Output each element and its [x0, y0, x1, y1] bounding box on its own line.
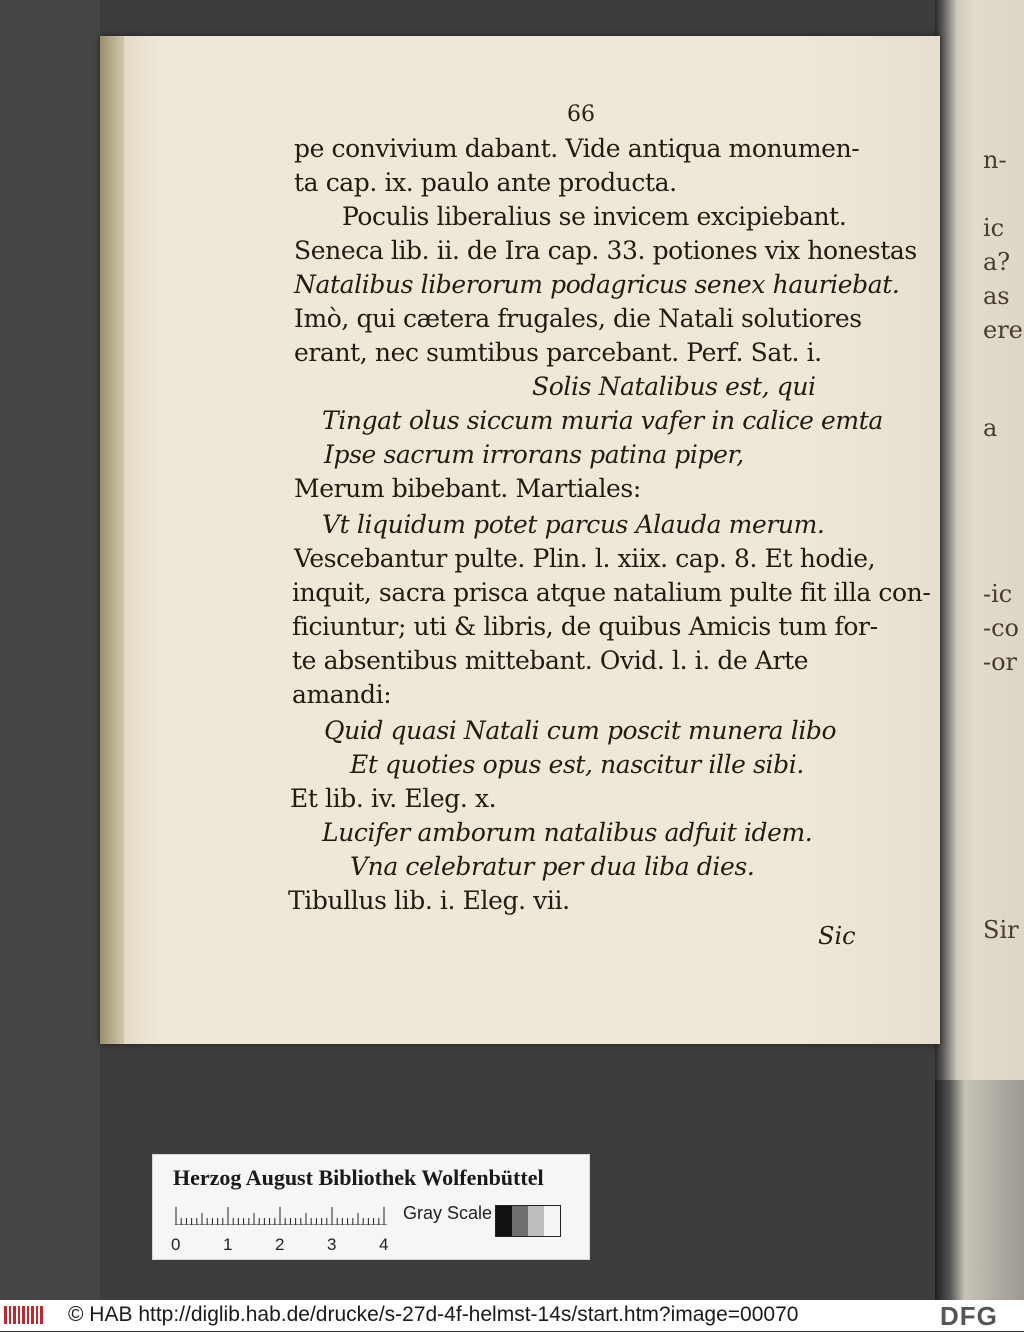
facing-page-fragment: -or [983, 648, 1018, 676]
ruler-number: 2 [275, 1235, 285, 1254]
text-line: Vna celebratur per dua liba dies. [350, 852, 755, 881]
ruler-number: 0 [171, 1235, 181, 1254]
text-line: Lucifer amborum natalibus adfuit idem. [322, 818, 813, 847]
facing-page-fragment: as [983, 282, 1010, 310]
text-line: Vescebantur pulte. Plin. l. xiix. cap. 8. Et hodie, [294, 544, 876, 573]
facing-page-fragment: a? [983, 248, 1011, 276]
ruler-scale [175, 1207, 387, 1225]
facing-page-fragment: -co [983, 614, 1019, 642]
facing-page-fragment: ere [983, 316, 1023, 344]
library-name: Herzog August Bibliothek Wolfenbüttel [173, 1165, 544, 1190]
swatch-white [544, 1206, 560, 1236]
text-line: Et quoties opus est, nascitur ille sibi. [350, 750, 804, 779]
ruler-number: 1 [223, 1235, 233, 1254]
footer-bar [0, 1300, 1024, 1331]
text-line: inquit, sacra prisca atque natalium pulte fit illa con- [292, 578, 931, 607]
text-line: amandi: [292, 680, 392, 709]
color-scale-card [152, 1154, 590, 1260]
text-line: te absentibus mittebant. Ovid. l. i. de Arte [292, 646, 809, 675]
facing-page-fragment: n- [983, 146, 1007, 174]
facing-page-fragment: ic [983, 214, 1005, 242]
text-line: erant, nec sumtibus parcebant. Perf. Sat. i. [294, 338, 822, 367]
text-line: Merum bibebant. Martiales: [294, 474, 641, 503]
ruler-number: 3 [327, 1235, 337, 1254]
facing-page-fragment: a [983, 414, 998, 442]
text-line: Et lib. iv. Eleg. x. [290, 784, 497, 813]
facing-page-fragment: Sir [983, 916, 1019, 944]
source-url[interactable]: © HAB http://diglib.hab.de/drucke/s-27d-4f-helmst-14s/start.htm?image=00070 [68, 1303, 799, 1326]
gray-swatches [495, 1205, 561, 1237]
facing-page-fragment: -ic [983, 580, 1013, 608]
hab-barcode-logo-icon [4, 1304, 44, 1326]
text-line: Imò, qui cætera frugales, die Natali solutiores [294, 304, 862, 333]
swatch-black [496, 1206, 512, 1236]
text-line: Tibullus lib. i. Eleg. vii. [288, 886, 570, 915]
dfg-logo: DFG [940, 1301, 998, 1331]
gray-scale-label: Gray Scale [403, 1203, 493, 1223]
text-line: ta cap. ix. paulo ante producta. [294, 168, 677, 197]
swatch-dark-gray [512, 1206, 528, 1236]
text-line: Solis Natalibus est, qui [532, 372, 816, 401]
text-line: Natalibus liberorum podagricus senex hauriebat. [294, 270, 900, 299]
text-line: Ipse sacrum irrorans patina piper, [324, 440, 744, 469]
text-line: Poculis liberalius se invicem excipiebant. [342, 202, 847, 231]
text-line: pe convivium dabant. Vide antiqua monumen- [294, 134, 860, 163]
facing-page-lower [935, 1080, 1024, 1300]
catchword: Sic [818, 922, 856, 950]
text-line: Quid quasi Natali cum poscit munera libo [324, 716, 837, 745]
page-number: 66 [567, 102, 595, 127]
ruler-number: 4 [379, 1235, 389, 1254]
text-line: Seneca lib. ii. de Ira cap. 33. potiones vix honestas [294, 236, 917, 265]
swatch-light-gray [528, 1206, 544, 1236]
text-line: ficiuntur; uti & libris, de quibus Amicis tum for- [292, 612, 878, 641]
text-line: Vt liquidum potet parcus Alauda merum. [322, 510, 825, 539]
text-line: Tingat olus siccum muria vafer in calice emta [322, 406, 883, 435]
